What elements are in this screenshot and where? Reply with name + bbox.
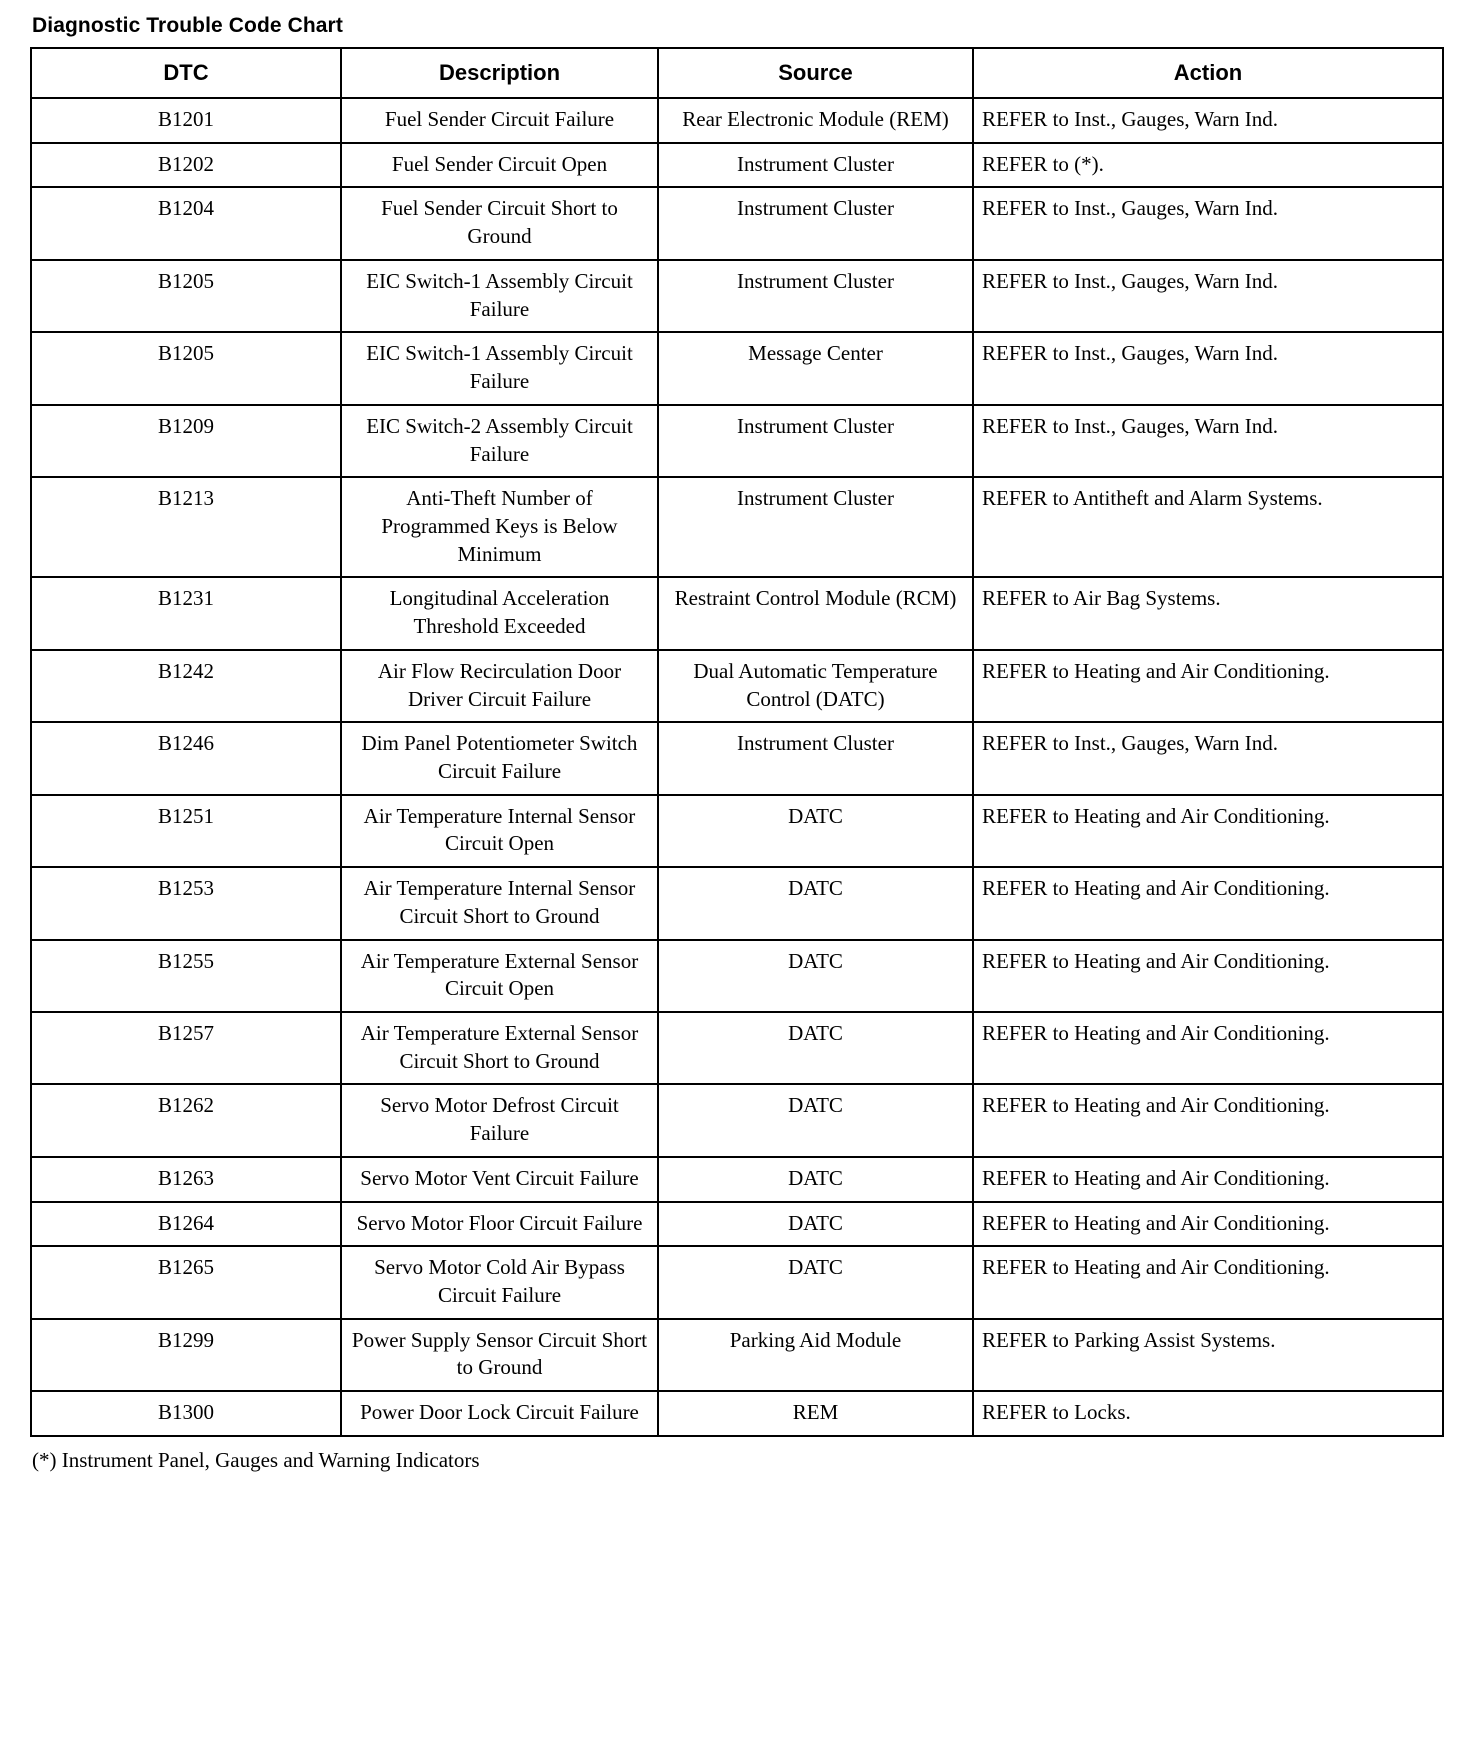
cell-description: EIC Switch-1 Assembly Circuit Failure: [341, 260, 658, 332]
cell-description: Air Temperature Internal Sensor Circuit Open: [341, 795, 658, 867]
table-row: [31, 722, 1443, 794]
cell-action: REFER to Heating and Air Conditioning.: [973, 795, 1443, 867]
cell-description: Air Temperature External Sensor Circuit Short to Ground: [341, 1012, 658, 1084]
cell-action: REFER to Antitheft and Alarm Systems.: [973, 477, 1443, 577]
cell-dtc: B1299: [31, 1319, 341, 1391]
table-footnote: (*) Instrument Panel, Gauges and Warning Indicators: [32, 1447, 480, 1472]
table-row: [31, 260, 1443, 332]
table-row: [31, 1391, 1443, 1436]
cell-source: Restraint Control Module (RCM): [658, 577, 973, 649]
column-header-dtc: DTC: [31, 48, 341, 98]
cell-dtc: B1264: [31, 1202, 341, 1247]
cell-action: REFER to Heating and Air Conditioning.: [973, 1202, 1443, 1247]
table-row: [31, 1157, 1443, 1202]
cell-description: Fuel Sender Circuit Open: [341, 143, 658, 188]
cell-dtc: B1263: [31, 1157, 341, 1202]
cell-action: REFER to Heating and Air Conditioning.: [973, 1157, 1443, 1202]
cell-source: DATC: [658, 1246, 973, 1318]
cell-source: DATC: [658, 1202, 973, 1247]
table-body: [31, 98, 1443, 1436]
table-row: [31, 1084, 1443, 1156]
cell-source: DATC: [658, 1084, 973, 1156]
cell-dtc: B1253: [31, 867, 341, 939]
cell-description: Servo Motor Cold Air Bypass Circuit Failure: [341, 1246, 658, 1318]
cell-dtc: B1201: [31, 98, 341, 143]
column-header-description: Description: [341, 48, 658, 98]
cell-action: REFER to Inst., Gauges, Warn Ind.: [973, 187, 1443, 259]
cell-description: Anti-Theft Number of Programmed Keys is Below Minimum: [341, 477, 658, 577]
cell-source: DATC: [658, 867, 973, 939]
cell-description: Servo Motor Vent Circuit Failure: [341, 1157, 658, 1202]
cell-dtc: B1246: [31, 722, 341, 794]
cell-action: REFER to Heating and Air Conditioning.: [973, 867, 1443, 939]
table-row: [31, 405, 1443, 477]
column-header-action: Action: [973, 48, 1443, 98]
cell-description: Air Temperature External Sensor Circuit Open: [341, 940, 658, 1012]
table-row: [31, 1202, 1443, 1247]
cell-dtc: B1265: [31, 1246, 341, 1318]
cell-description: Servo Motor Defrost Circuit Failure: [341, 1084, 658, 1156]
cell-dtc: B1204: [31, 187, 341, 259]
cell-action: REFER to Inst., Gauges, Warn Ind.: [973, 332, 1443, 404]
cell-description: Servo Motor Floor Circuit Failure: [341, 1202, 658, 1247]
table-row: [31, 332, 1443, 404]
cell-dtc: B1213: [31, 477, 341, 577]
cell-action: REFER to (*).: [973, 143, 1443, 188]
cell-description: Power Door Lock Circuit Failure: [341, 1391, 658, 1436]
cell-action: REFER to Heating and Air Conditioning.: [973, 1246, 1443, 1318]
table-row: [31, 98, 1443, 143]
cell-source: DATC: [658, 1012, 973, 1084]
cell-description: Fuel Sender Circuit Short to Ground: [341, 187, 658, 259]
cell-dtc: B1209: [31, 405, 341, 477]
table-row: [31, 940, 1443, 1012]
cell-dtc: B1231: [31, 577, 341, 649]
cell-description: Power Supply Sensor Circuit Short to Ground: [341, 1319, 658, 1391]
cell-source: Instrument Cluster: [658, 143, 973, 188]
page-title: Diagnostic Trouble Code Chart: [32, 14, 343, 37]
cell-description: EIC Switch-1 Assembly Circuit Failure: [341, 332, 658, 404]
cell-dtc: B1205: [31, 332, 341, 404]
cell-action: REFER to Heating and Air Conditioning.: [973, 650, 1443, 722]
cell-dtc: B1205: [31, 260, 341, 332]
cell-action: REFER to Heating and Air Conditioning.: [973, 1012, 1443, 1084]
cell-action: REFER to Locks.: [973, 1391, 1443, 1436]
cell-source: Instrument Cluster: [658, 187, 973, 259]
cell-description: Air Temperature Internal Sensor Circuit Short to Ground: [341, 867, 658, 939]
table-row: [31, 795, 1443, 867]
cell-action: REFER to Inst., Gauges, Warn Ind.: [973, 260, 1443, 332]
cell-dtc: B1257: [31, 1012, 341, 1084]
cell-dtc: B1255: [31, 940, 341, 1012]
cell-source: Rear Electronic Module (REM): [658, 98, 973, 143]
table-row: [31, 477, 1443, 577]
table-row: [31, 867, 1443, 939]
table-row: [31, 577, 1443, 649]
cell-action: REFER to Inst., Gauges, Warn Ind.: [973, 405, 1443, 477]
table-row: [31, 650, 1443, 722]
cell-source: Instrument Cluster: [658, 477, 973, 577]
cell-dtc: B1202: [31, 143, 341, 188]
cell-source: Parking Aid Module: [658, 1319, 973, 1391]
cell-description: EIC Switch-2 Assembly Circuit Failure: [341, 405, 658, 477]
cell-source: DATC: [658, 940, 973, 1012]
table-row: [31, 143, 1443, 188]
column-header-source: Source: [658, 48, 973, 98]
dtc-table: [30, 47, 1444, 1437]
table-row: [31, 187, 1443, 259]
cell-action: REFER to Heating and Air Conditioning.: [973, 1084, 1443, 1156]
table-header: [31, 48, 1443, 98]
table-row: [31, 1012, 1443, 1084]
cell-description: Dim Panel Potentiometer Switch Circuit Failure: [341, 722, 658, 794]
cell-source: DATC: [658, 795, 973, 867]
table-row: [31, 1319, 1443, 1391]
cell-source: Instrument Cluster: [658, 405, 973, 477]
cell-source: REM: [658, 1391, 973, 1436]
cell-description: Air Flow Recirculation Door Driver Circuit Failure: [341, 650, 658, 722]
cell-source: Message Center: [658, 332, 973, 404]
cell-dtc: B1251: [31, 795, 341, 867]
cell-dtc: B1242: [31, 650, 341, 722]
cell-action: REFER to Parking Assist Systems.: [973, 1319, 1443, 1391]
cell-description: Longitudinal Acceleration Threshold Exceeded: [341, 577, 658, 649]
cell-dtc: B1262: [31, 1084, 341, 1156]
cell-action: REFER to Air Bag Systems.: [973, 577, 1443, 649]
cell-action: REFER to Inst., Gauges, Warn Ind.: [973, 98, 1443, 143]
table-row: [31, 1246, 1443, 1318]
cell-description: Fuel Sender Circuit Failure: [341, 98, 658, 143]
cell-action: REFER to Heating and Air Conditioning.: [973, 940, 1443, 1012]
cell-source: DATC: [658, 1157, 973, 1202]
cell-source: Dual Automatic Temperature Control (DATC): [658, 650, 973, 722]
table-header-row: [31, 48, 1443, 98]
cell-source: Instrument Cluster: [658, 260, 973, 332]
cell-dtc: B1300: [31, 1391, 341, 1436]
cell-action: REFER to Inst., Gauges, Warn Ind.: [973, 722, 1443, 794]
cell-source: Instrument Cluster: [658, 722, 973, 794]
